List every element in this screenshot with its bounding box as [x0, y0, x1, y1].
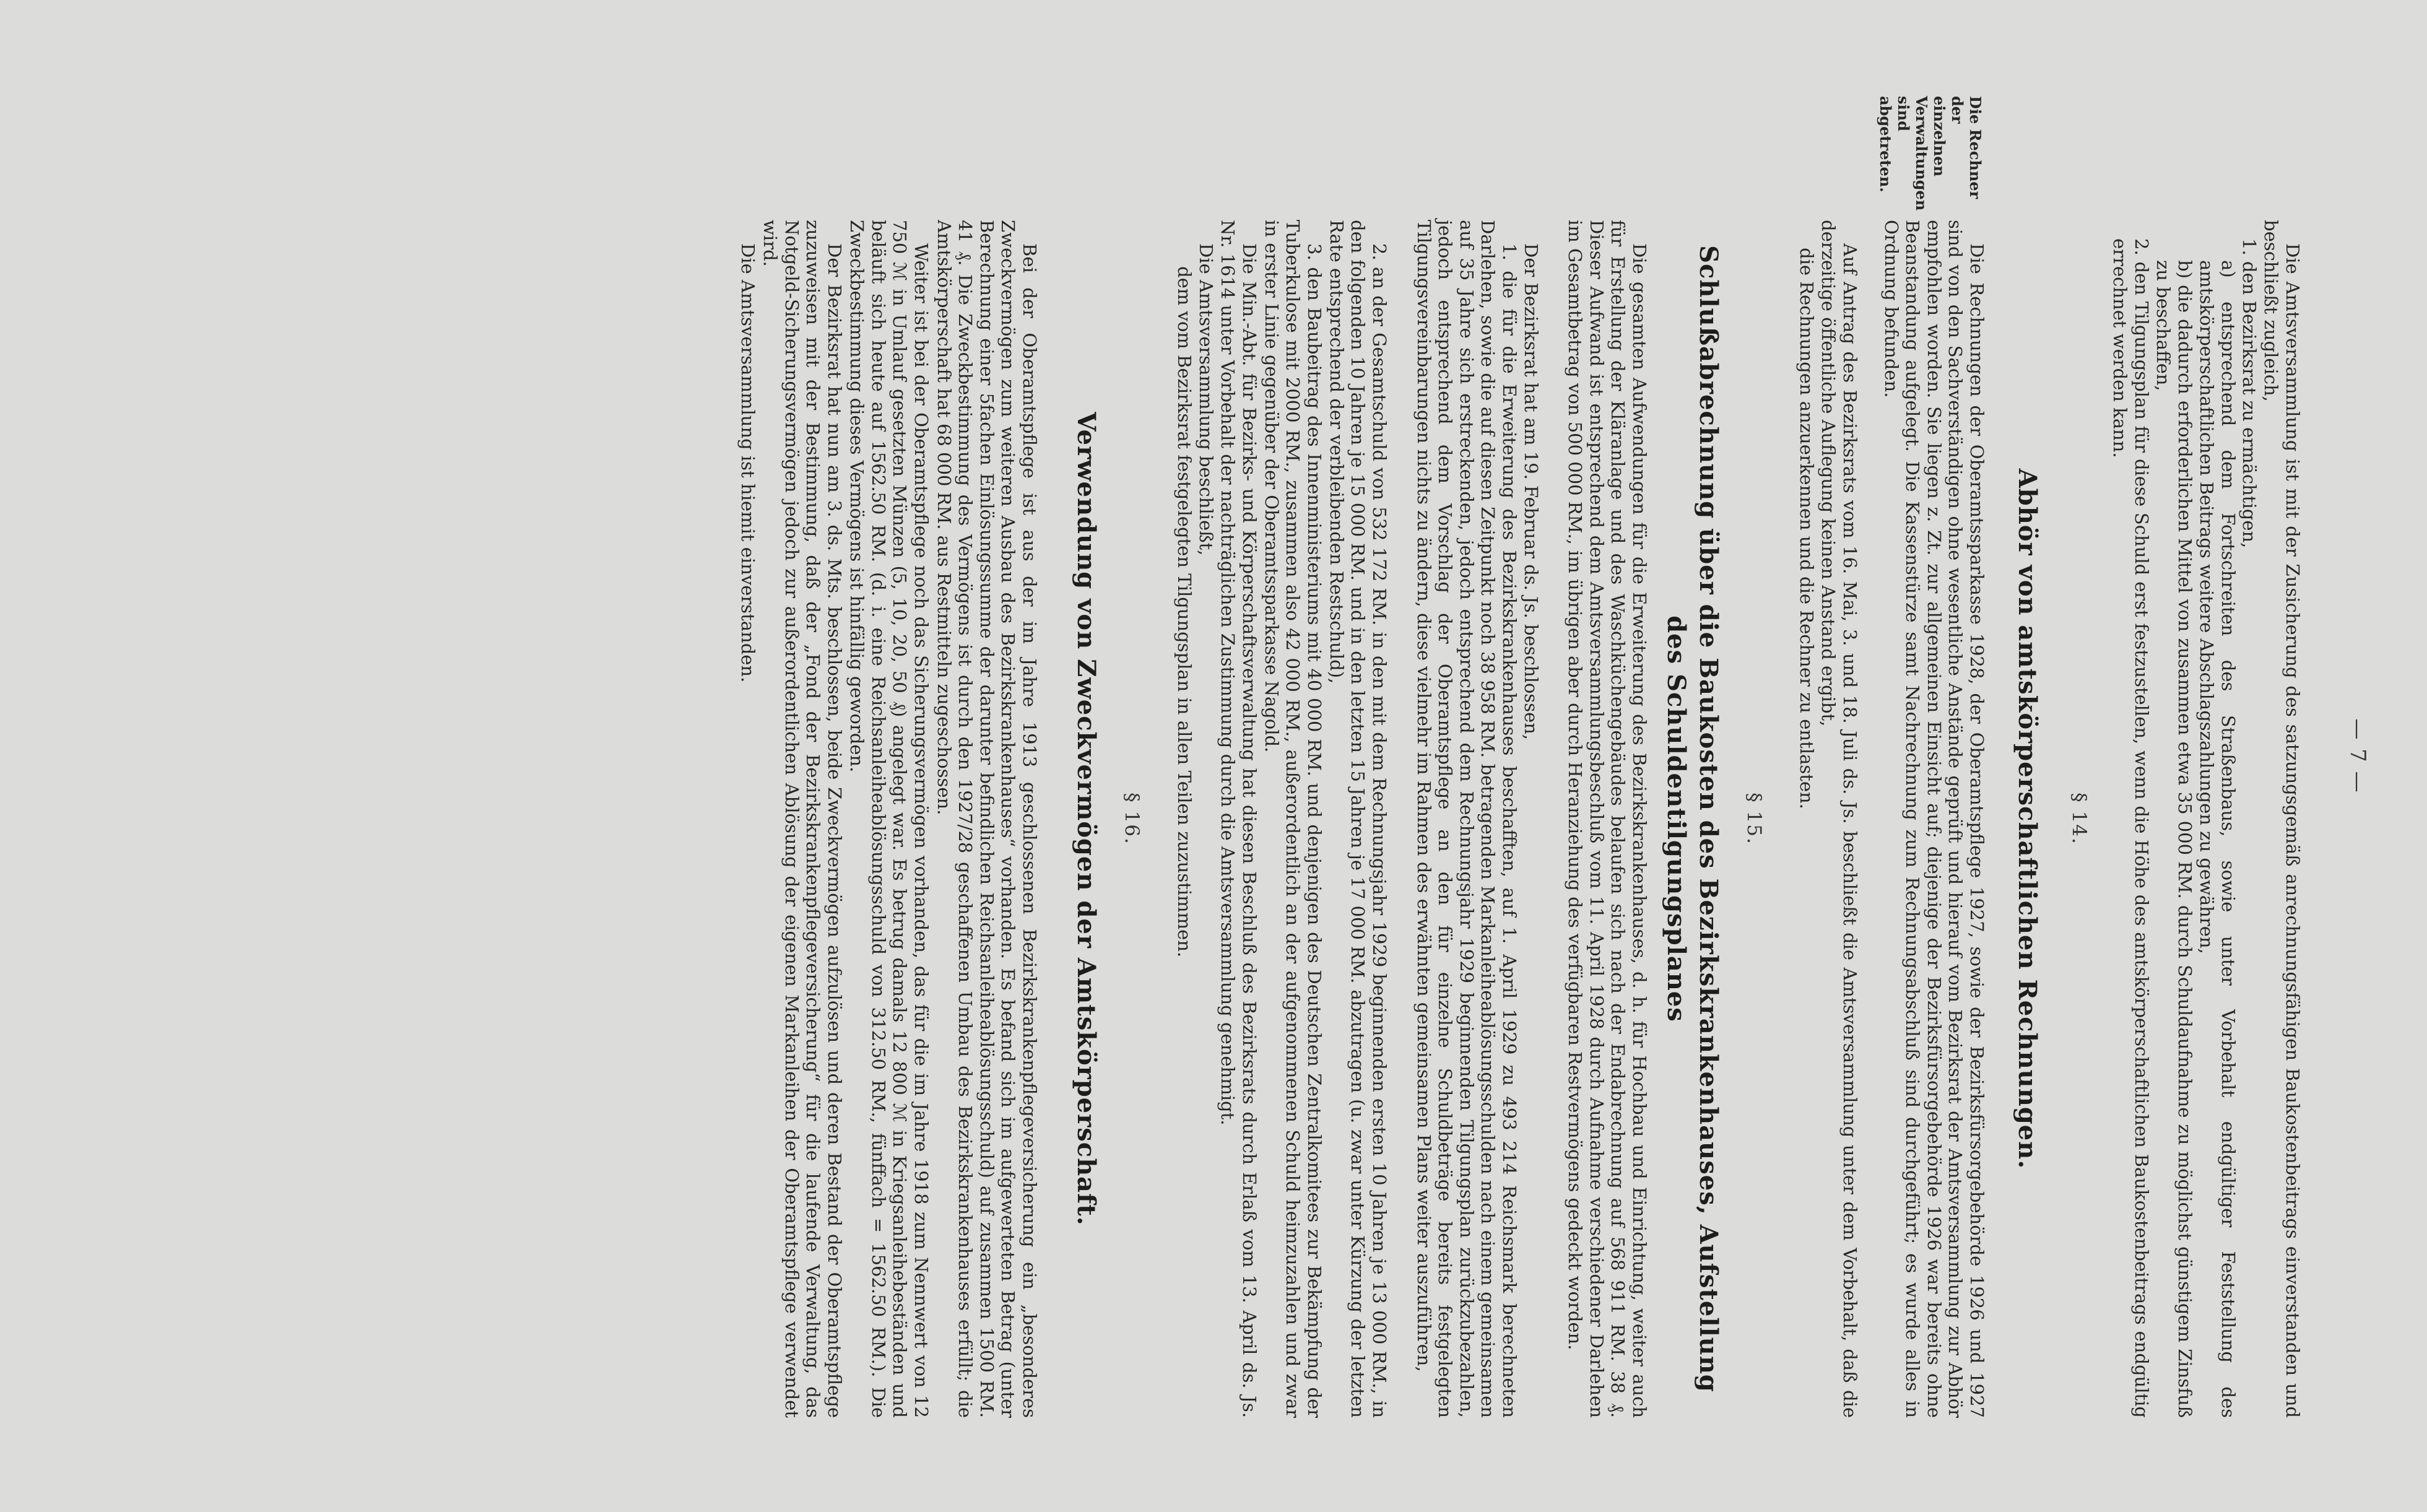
section-14-heading: Abhör von amtskörperschaftlichen Rechnungen.	[2013, 468, 2042, 1170]
section-15-number: § 15.	[1743, 793, 1765, 845]
paragraph-intro: Die Amtsversammlung ist mit der Zusicherung des satzungsgemäß anrechnungsfähigen Baukostenbeitrags einverstanden und beschließt zugleich,	[2260, 220, 2303, 1418]
list-item-2: 2. den Tilgungsplan für diese Schuld erst festzustellen, wenn die Höhe des amtskörperschaftlichen Baukostenbeitrags endgültig errechnet werden kann.	[2109, 238, 2152, 1418]
paragraph-dissolution: Der Bezirksrat hat nun am 3. ds. Mts. beschlossen, beide Zweckvermögen aufzulösen und deren Bestand der Oberamtspflege zuzuweisen mit der Bestimmung, daß der „Fond der Bezirkskrankenpflegeversicherung“ für die laufende Verwaltung, das Notgeld-Sicherungsvermögen jedoch zur außerordentlichen Ablösung der eigenen Markanleihen der Oberamtspflege verwendet wird.	[760, 220, 845, 1418]
paragraph-audit: Die Rechnungen der Oberamtssparkasse 1928, der Oberamtspflege 1927, sowie der Bezirksfürsorgebehörde 1926 und 1927 sind von den Sachverständigen ohne wesentliche Anstände geprüft und hierauf vom Bezirksrat der Amtsversammlung zur Abhör empfohlen worden. Sie liegen z. Zt. zur allgemeinen Einsicht auf; diejenige der Bezirksfürsorgebehörde 1926 war bereits ohne Beanstandung aufgelegt. Die Kassenstürze samt Nachrechnung zum Rechnungsabschluß sind durchgeführt; es wurde alles in Ordnung befunden.	[1880, 220, 1987, 1418]
page-number: — 7 —	[2345, 718, 2370, 794]
list-item-1: 1. den Bezirksrat zu ermächtigen,	[2239, 238, 2260, 549]
paragraph-fund: Bei der Oberamtspflege ist aus der im Jahre 1913 geschlossenen Bezirkskrankenpflegeversicherung ein „besonderes Zweckvermögen zum weiteren Ausbau des Bezirkskrankenhauses“ vorhanden. Es befand sich im aufgewerteten Betrag (unter Berechnung einer 5fachen Einlösungssumme der darunter befindlichen Reichsanleiheablösungsschuld) auf zusammen 1500 RM. 41 ₰. Die Zweckbestimmung des Vermögens ist durch den 1927/28 geschaffenen Umbau des Bezirkskrankenhauses erfüllt; die Amtskörperschaft hat 68 000 RM. aus Restmitteln zugeschossen.	[933, 220, 1040, 1418]
section-16-heading: Verwendung von Zweckvermögen der Amtskörperschaft.	[1072, 412, 1101, 1226]
paragraph-costs: Die gesamten Aufwendungen für die Erweiterung des Bezirkskrankenhauses, d. h. für Hochbau und Einrichtung, weiter auch für Erstellung der Kläranlage und des Waschküchengebäudes belaufen sich nach der Endabrechnung auf 568 911 RM. 38 ₰. Dieser Aufwand ist entsprechend dem Amtsversammlungsbeschluß vom 11. April 1928 durch Aufnahme verschiedener Darlehen im Gesamtbetrag von 500 000 RM., im übrigen aber durch Heranziehung des verfügbaren Restvermögens gedeckt worden.	[1565, 220, 1650, 1418]
list-item-1b: b) die dadurch erforderlichen Mittel von zusammen etwa 35 000 RM. durch Schuldaufnahme zu möglichst günstigem Zinsfuß zu beschaffen,	[2153, 260, 2195, 1418]
section-16-number: § 16.	[1121, 793, 1143, 845]
resolution-audit: die Rechnungen anzuerkennen und die Rechner zu entlasten.	[1796, 248, 1817, 809]
list-item-1a: a) entsprechend dem Fortschreiten des Straßenbaus, sowie unter Vorbehalt endgültiger Feststellung des amtskörperschaftlichen Beitrags weitere Abschlagszahlungen zu gewähren,	[2196, 260, 2239, 1418]
paragraph-ministry: Die Min.-Abt. für Bezirks- und Körperschaftsverwaltung hat diesen Beschluß des Bezirksrats durch Erlaß vom 13. April ds. Js. Nr. 1614 unter Vorbehalt der nachträglichen Zustimmung durch die Amtsversammlung genehmigt.	[1217, 220, 1260, 1418]
paragraph-final: Die Amtsversammlung ist hiemit einverstanden.	[737, 243, 758, 683]
paragraph-audit-motion: Auf Antrag des Bezirksrats vom 16. Mai, 3. und 18. Juli ds. Js. beschließt die Amtsversammlung unter dem Vorbehalt, daß die derzeitige öffentliche Auflegung keinen Anstand ergibt,	[1818, 220, 1860, 1418]
list-item-council-3: 3. den Baubeitrag des Innenministeriums mit 40 000 RM. und denjenigen des Deutschen Zentralkomitees zur Bekämpfung der Tuberkulose mit 2000 RM., zusammen also 42 000 RM., außerordentlich an der aufgenommenen Schuld heimzuzahlen und zwar in erster Linie gegenüber der Oberamtssparkasse Nagold.	[1261, 220, 1325, 1418]
paragraph-assembly: Die Amtsversammlung beschließt,	[1196, 243, 1217, 556]
paragraph-council: Der Bezirksrat hat am 19. Februar ds. Js. beschlossen,	[1521, 243, 1542, 741]
list-item-council-2: 2. an der Gesamtschuld von 532 172 RM. in den mit dem Rechnungsjahr 1929 beginnenden ersten 10 Jahren je 13 000 RM., in den folgenden 10 Jahren je 15 000 RM. und in den letzten 15 Jahren je 17 000 RM. abzutragen (u. zwar unter Kürzung der letzten Rate entsprechend der verbleibenden Restschuld),	[1326, 220, 1390, 1418]
resolution-tilgung: dem vom Bezirksrat festgelegten Tilgungsplan in allen Teilen zuzustimmen.	[1174, 266, 1195, 958]
margin-note: Die Rechner der einzelnen Verwaltungen sind abgetreten.	[1877, 96, 1984, 211]
paragraph-security-fund: Weiter ist bei der Oberamtspflege noch das Sicherungsvermögen vorhanden, das für die im Jahre 1918 zum Nennwert von 12 750 ℳ in Umlauf gesetzten Münzen (5, 10, 20, 50 ₰) angelegt war. Es betrug damals 12 800 ℳ in Kriegsanleihebeständen und beläuft sich heute auf 1562.50 RM. (d. i. eine Reichsanleiheablösungsschuld von 312.50 RM., fünffach = 1562.50 RM.). Die Zweckbestimmung dieses Vermögens ist hinfällig geworden.	[846, 220, 932, 1418]
section-14-number: § 14.	[2068, 793, 2090, 845]
list-item-council-1: 1. die für die Erweiterung des Bezirkskrankenhauses beschafften, auf 1. April 1929 zu 493 214 Reichsmark berechneten Darlehen, sowie die auf diesen Zeitpunkt noch 38 958 RM. betragenden Markanleiheablösungsschulden nach einem gemeinsamen auf 35 Jahre sich erstreckenden, jedoch entsprechend dem Rechnungsjahr 1929 beginnenden Tilgungsplan zurückzubezahlen, jedoch entsprechend dem Vorschlag der Oberamtspflege an den für einzelne Schuldbeträge bereits festgelegten Tilgungsvereinbarungen nichts zu ändern, diese vielmehr im Rahmen des erwähnten gemeinsamen Plans weiter auszuführen,	[1413, 220, 1520, 1418]
section-15-heading: Schlußabrechnung über die Baukosten des Bezirkskrankenhauses, Aufstellung des Schuldentilgungsplanes	[1662, 245, 1723, 1393]
